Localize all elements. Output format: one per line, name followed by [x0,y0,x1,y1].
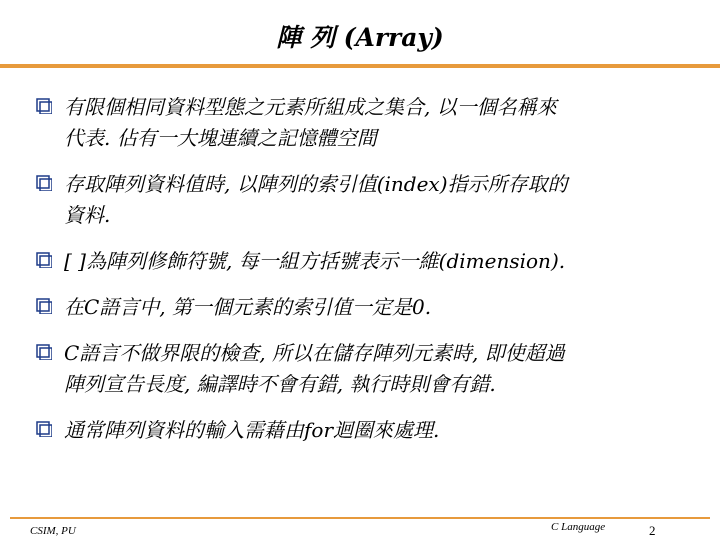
bullet-item [30,338,690,400]
title-divider [0,64,720,68]
checkbox-bullet-icon [36,344,52,360]
bullet-text [64,292,690,323]
checkbox-bullet-icon [36,98,52,114]
bullet-text [64,92,690,154]
checkbox-bullet-icon [36,298,52,314]
bullet-line: 有限個相同資料型態之元素所組成之集合, 以一個名稱來 [64,95,557,119]
bullet-text [64,246,690,277]
checkbox-bullet-icon [36,421,52,437]
bullet-line: 通常陣列資料的輸入需藉由for迴圈來處理. [64,418,440,442]
bullet-line: 陣列宣告長度, 編譯時不會有錯, 執行時則會有錯. [64,372,496,396]
bullet-text [64,415,690,446]
bullet-item [30,246,690,277]
page-number: 2 [649,523,656,538]
bullet-text [64,338,690,400]
bullet-item [30,169,690,231]
bullet-line: C語言不做界限的檢查, 所以在儲存陣列元素時, 即使超過 [64,341,565,365]
bullet-text [64,169,690,231]
footer-organization: CSIM, PU [30,525,76,537]
bullet-line: 存取陣列資料值時, 以陣列的索引值(index)指示所存取的 [64,172,568,196]
checkbox-bullet-icon [36,175,52,191]
bullet-line: 代表. 佔有一大塊連續之記憶體空間 [64,126,377,150]
bullet-line: 資料. [64,203,111,227]
bullet-item [30,92,690,154]
bullet-line: [ ]為陣列修飾符號, 每一組方括號表示一維(dimension). [64,249,566,273]
bullet-item [30,292,690,323]
bullet-list [30,92,690,461]
footer-course: C Language [551,521,606,533]
slide-title: 陣 列 (Array) [276,23,444,52]
checkbox-bullet-icon [36,252,52,268]
bullet-item [30,415,690,446]
footer-divider [10,517,710,519]
bullet-line: 在C語言中, 第一個元素的索引值一定是0. [64,295,432,319]
